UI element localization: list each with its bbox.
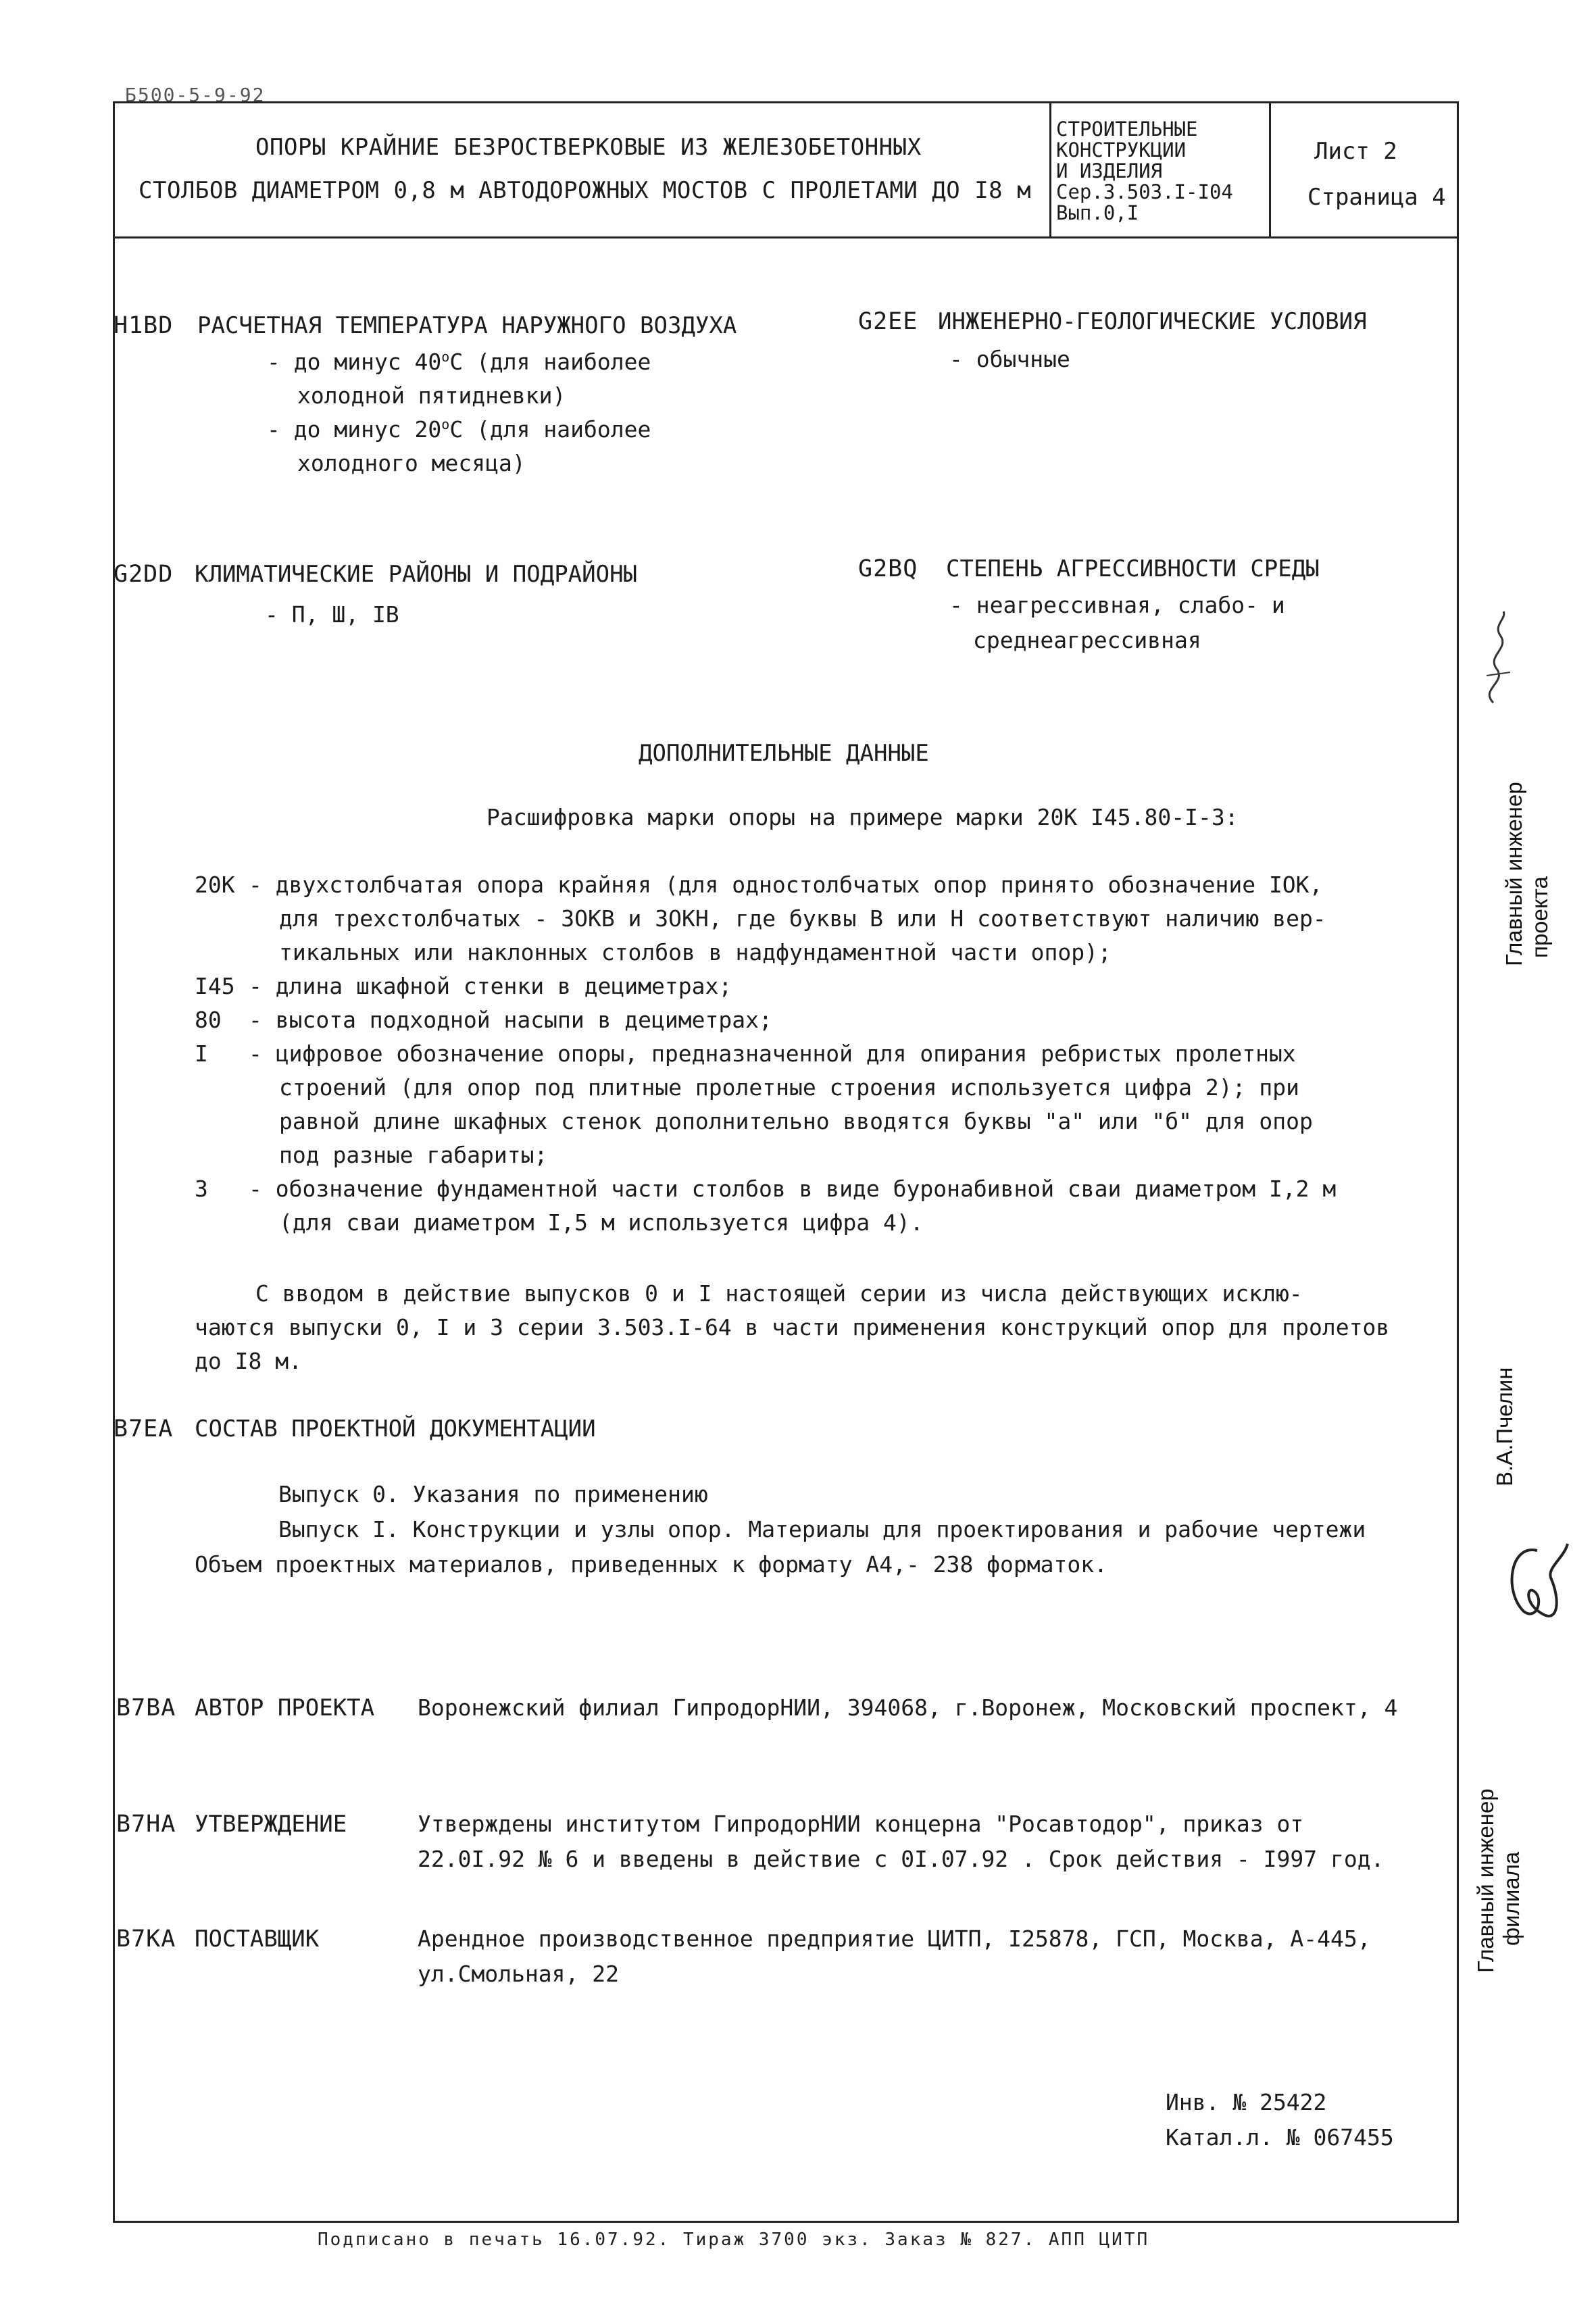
- supplier-line-2: ул.Смольная, 22: [418, 1961, 620, 1987]
- additional-data-heading: ДОПОЛНИТЕЛЬНЫЕ ДАННЫЕ: [639, 740, 929, 767]
- signature-icon: [1497, 1537, 1578, 1632]
- item-line: - двухстолбчатая опора крайняя (для одностолбчатых опор принято обозначение IОК,: [249, 872, 1323, 898]
- composition-volume: Объем проектных материалов, приведенных к формату А4,- 238 форматок.: [195, 1551, 1108, 1578]
- issue-number: Вып.0,I: [1056, 201, 1139, 224]
- section-code-supplier: B7KA: [116, 1926, 176, 1953]
- section-code-climate: G2DD: [114, 561, 174, 588]
- approval-line-2: 22.0I.92 № 6 и введены в действие с 0I.07.92 . Срок действия - I997 год.: [418, 1846, 1385, 1872]
- chief-engineer-project-label: Главный инженер: [1501, 782, 1526, 966]
- section-heading-author: АВТОР ПРОЕКТА: [195, 1694, 375, 1721]
- page-number: Страница 4: [1307, 184, 1446, 211]
- section-heading-climate: КЛИМАТИЧЕСКИЕ РАЙОНЫ И ПОДРАЙОНЫ: [195, 561, 638, 588]
- geology-line-1: - обычные: [949, 346, 1070, 372]
- title-block-separator: [1269, 101, 1271, 236]
- section-code-aggressiveness: G2BQ: [858, 555, 918, 582]
- approval-line-1: Утверждены институтом ГипродорНИИ концерна "Росавтодор", приказ от: [418, 1811, 1304, 1837]
- mark-decoding-intro: Расшифровка марки опоры на примере марки 20К I45.80-I-3:: [487, 804, 1239, 830]
- inventory-number: Инв. № 25422: [1166, 2089, 1327, 2115]
- item-line: строений (для опор под плитные пролетные строения используется цифра 2); при: [279, 1074, 1299, 1101]
- print-info-footer: Подписано в печать 16.07.92. Тираж 3700 экз. Заказ № 827. АПП ЦИТП: [318, 2230, 1150, 2250]
- section-heading-aggressiveness: СТЕПЕНЬ АГРЕССИВНОСТИ СРЕДЫ: [946, 555, 1320, 582]
- item-line: - длина шкафной стенки в дециметрах;: [249, 973, 732, 999]
- temperature-line-2: холодной пятидневки): [297, 382, 566, 409]
- item-line: для трехстолбчатых - 3ОКВ и 3ОКН, где буквы В или Н соответствуют наличию вер-: [279, 905, 1326, 932]
- item-key: 80: [195, 1007, 222, 1033]
- aggressiveness-line-1: - неагрессивная, слабо- и: [949, 592, 1285, 618]
- aggressiveness-line-2: среднеагрессивная: [973, 627, 1201, 653]
- climate-line-1: - П, Ш, IВ: [265, 601, 399, 628]
- chief-engineer-branch-label-2: филиала: [1499, 1851, 1524, 1946]
- item-line: тикальных или наклонных столбов в надфундаментной части опор);: [279, 939, 1112, 965]
- section-heading-geology: ИНЖЕНЕРНО-ГЕОЛОГИЧЕСКИЕ УСЛОВИЯ: [938, 308, 1367, 335]
- section-code-composition: B7EA: [114, 1415, 174, 1442]
- section-heading-approval: УТВЕРЖДЕНИЕ: [195, 1811, 347, 1838]
- category-line-1: СТРОИТЕЛЬНЫЕ: [1056, 118, 1198, 141]
- title-block-divider: [113, 236, 1459, 238]
- supplier-line-1: Арендное производственное предприятие ЦИТП, I25878, ГСП, Москва, А-445,: [418, 1926, 1371, 1952]
- section-heading-composition: СОСТАВ ПРОЕКТНОЙ ДОКУМЕНТАЦИИ: [195, 1415, 596, 1442]
- signature-icon: [1473, 608, 1520, 709]
- section-heading-temperature: РАСЧЕТНАЯ ТЕМПЕРАТУРА НАРУЖНОГО ВОЗДУХА: [197, 312, 737, 339]
- document-title-line-1: ОПОРЫ КРАЙНИЕ БЕЗРОСТВЕРКОВЫЕ ИЗ ЖЕЛЕЗОБЕТОННЫХ: [255, 134, 922, 161]
- category-line-3: И ИЗДЕЛИЯ: [1056, 159, 1163, 182]
- item-line: под разные габариты;: [279, 1142, 548, 1168]
- item-line: равной длине шкафных стенок дополнительно вводятся буквы "а" или "б" для опор: [279, 1108, 1313, 1134]
- sheet-number: Лист 2: [1314, 138, 1397, 165]
- doc-code: Б500-5-9-92: [125, 84, 266, 106]
- note-line-3: до I8 м.: [195, 1348, 302, 1374]
- temperature-line-3: - до минус 20$^o$C (для наиболее: [267, 416, 651, 443]
- series-number: Сер.3.503.I-I04: [1056, 180, 1233, 203]
- item-line: (для сваи диаметром I,5 м используется цифра 4).: [279, 1209, 924, 1236]
- section-code-geology: G2EE: [858, 308, 918, 335]
- section-code-temperature: H1BD: [114, 312, 174, 339]
- chief-engineer-branch-label: Главный инженер: [1473, 1788, 1498, 1973]
- item-line: - обозначение фундаментной части столбов в виде буронабивной сваи диаметром I,2 м: [249, 1176, 1337, 1202]
- composition-line-2: Выпуск I. Конструкции и узлы опор. Материалы для проектирования и рабочие чертежи: [278, 1516, 1366, 1542]
- note-line-2: чаются выпуски 0, I и 3 серии 3.503.I-64 в части применения конструкций опор для пролетов: [195, 1314, 1390, 1340]
- temperature-line-1: - до минус 40$^o$C (для наиболее: [267, 349, 651, 375]
- section-code-author: B7BA: [116, 1694, 176, 1721]
- note-line-1: С вводом в действие выпусков 0 и I настоящей серии из числа действующих исклю-: [255, 1280, 1303, 1307]
- chief-engineer-project-label-2: проекта: [1527, 876, 1552, 958]
- section-heading-supplier: ПОСТАВЩИК: [195, 1926, 320, 1953]
- category-line-2: КОНСТРУКЦИИ: [1056, 139, 1187, 161]
- document-title-line-2: СТОЛБОВ ДИАМЕТРОМ 0,8 м АВТОДОРОЖНЫХ МОСТОВ С ПРОЛЕТАМИ ДО I8 м: [139, 177, 1032, 204]
- title-block-separator: [1049, 101, 1051, 236]
- temperature-line-4: холодного месяца): [297, 450, 526, 476]
- composition-line-1: Выпуск 0. Указания по применению: [278, 1481, 708, 1507]
- item-line: - высота подходной насыпи в дециметрах;: [249, 1007, 772, 1033]
- catalog-number: Катал.л. № 067455: [1166, 2124, 1394, 2150]
- item-key: I: [195, 1040, 208, 1067]
- item-line: - цифровое обозначение опоры, предназначенной для опирания ребристых пролетных: [249, 1040, 1296, 1067]
- engineer-name: В.А.Пчелин: [1492, 1367, 1517, 1486]
- item-key: 20К: [195, 872, 235, 898]
- author-text: Воронежский филиал ГипродорНИИ, 394068, г.Воронеж, Московский проспект, 4: [418, 1694, 1398, 1721]
- section-code-approval: B7HA: [116, 1811, 176, 1838]
- item-key: I45: [195, 973, 235, 999]
- item-key: 3: [195, 1176, 208, 1202]
